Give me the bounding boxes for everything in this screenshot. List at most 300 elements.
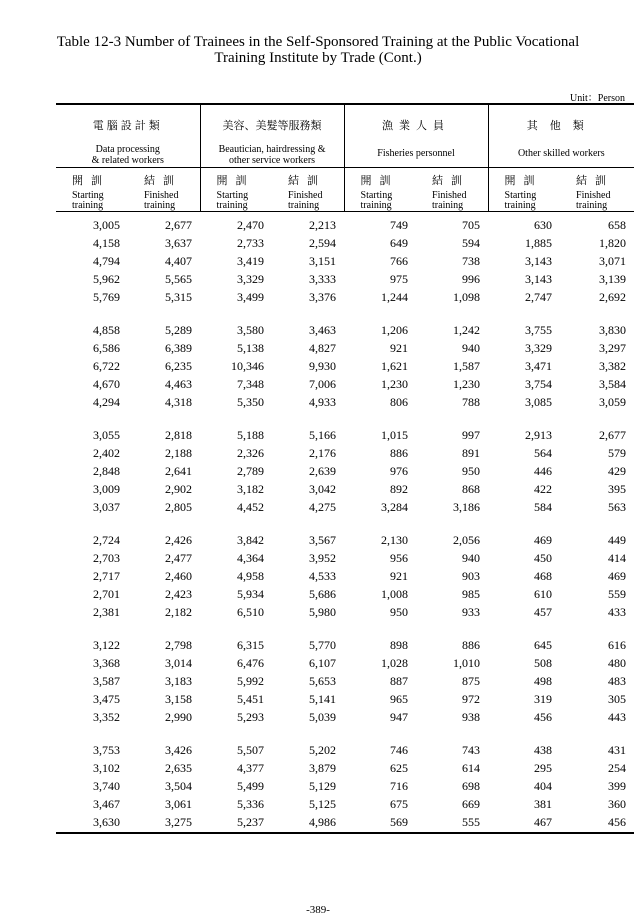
table-row: [56, 672, 634, 690]
table-cell: 3,471: [525, 359, 553, 373]
table-cell: 2,056: [453, 533, 481, 547]
table-title-line-1: Table 12-3 Number of Trainees in the Self-Sponsored Training at the Public Vocational: [56, 34, 580, 50]
table-cell: 705: [462, 218, 481, 232]
table-cell: 2,213: [309, 218, 337, 232]
table-cell: 2,913: [525, 428, 553, 442]
table-cell: 3,352: [93, 710, 120, 724]
table-cell: 1,010: [453, 656, 481, 670]
table-cell: 940: [462, 341, 481, 355]
table-cell: 3,755: [525, 323, 553, 337]
table-cell: 469: [534, 533, 553, 547]
table-cell: 950: [462, 464, 481, 478]
group-header-fisheries: [344, 104, 488, 168]
starting-en-label-2: training: [72, 200, 104, 211]
finished-zh-label: 結訓: [432, 175, 471, 187]
table-cell: 5,336: [237, 797, 265, 811]
table-cell: 616: [608, 638, 627, 652]
table-cell: 921: [390, 341, 409, 355]
table-cell: 2,747: [525, 290, 553, 304]
finished-en-label-2: training: [576, 200, 608, 211]
table-row: [56, 498, 634, 516]
starting-en-label: Starting: [504, 190, 537, 201]
table-cell: 3,879: [309, 761, 337, 775]
table-cell: 3,183: [165, 674, 193, 688]
table-cell: 456: [560, 813, 634, 833]
table-cell: 2,789: [237, 464, 265, 478]
group-zh-label: 其他類: [526, 120, 596, 132]
table-cell: 1,621: [381, 359, 409, 373]
table-cell: 422: [534, 482, 553, 496]
table-row: [56, 480, 634, 498]
table-cell: 6,510: [237, 605, 265, 619]
table-cell: 2,805: [165, 500, 193, 514]
table-row: [56, 690, 634, 708]
table-cell: 3,297: [599, 341, 627, 355]
table-cell: 3,830: [599, 323, 627, 337]
finished-training-header: [128, 168, 200, 212]
table-cell: 5,770: [309, 638, 337, 652]
table-cell: 414: [608, 551, 627, 565]
table-row: [56, 339, 634, 357]
starting-en-label-2: training: [360, 200, 392, 211]
table-cell: 4,794: [93, 254, 120, 268]
table-cell: 2,423: [165, 587, 193, 601]
table-cell: 480: [608, 656, 627, 670]
table-cell: 933: [462, 605, 481, 619]
group-zh-label: 漁業人員: [382, 120, 451, 132]
table-cell: 3,275: [128, 813, 200, 833]
table-cell: 3,085: [525, 395, 553, 409]
trainees-table: [56, 103, 634, 834]
table-cell: 3,740: [93, 779, 120, 793]
table-cell: 3,182: [237, 482, 265, 496]
table-cell: 4,318: [165, 395, 193, 409]
table-cell: 903: [462, 569, 481, 583]
table-cell: 3,504: [165, 779, 193, 793]
table-cell: 3,426: [165, 743, 193, 757]
table-cell: 766: [390, 254, 409, 268]
table-cell: 975: [390, 272, 409, 286]
table-cell: 468: [534, 569, 553, 583]
starting-zh-label: 開訓: [72, 175, 110, 187]
table-cell: 645: [534, 638, 553, 652]
table-cell: 563: [608, 500, 627, 514]
table-cell: 886: [462, 638, 481, 652]
table-cell: 569: [344, 813, 416, 833]
table-row: [56, 777, 634, 795]
table-cell: 450: [534, 551, 553, 565]
group-zh-label: 美容、美髮等服務類: [222, 120, 322, 132]
table-cell: 3,329: [237, 272, 265, 286]
table-cell: 2,639: [309, 464, 337, 478]
starting-en-label-2: training: [216, 200, 248, 211]
finished-en-label-2: training: [432, 200, 464, 211]
table-row: [56, 288, 634, 306]
table-cell: 6,315: [237, 638, 265, 652]
table-cell: 675: [390, 797, 409, 811]
finished-en-label: Finished: [288, 190, 323, 201]
table-cell: 498: [534, 674, 553, 688]
table-cell: 456: [534, 710, 553, 724]
table-cell: 2,848: [93, 464, 120, 478]
table-cell: 559: [608, 587, 627, 601]
table-cell: 6,722: [93, 359, 120, 373]
table-row: [56, 654, 634, 672]
table-cell: 2,326: [237, 446, 265, 460]
table-cell: 3,158: [165, 692, 193, 706]
table-cell: 5,980: [309, 605, 337, 619]
table-cell: 5,237: [200, 813, 272, 833]
table-cell: 3,368: [93, 656, 120, 670]
table-cell: 947: [390, 710, 409, 724]
table-cell: 5,315: [165, 290, 193, 304]
table-cell: 2,703: [93, 551, 120, 565]
table-cell: 3,376: [309, 290, 337, 304]
table-row: [56, 813, 634, 833]
table-row: [56, 795, 634, 813]
table-cell: 2,677: [165, 218, 193, 232]
table-cell: 3,284: [381, 500, 409, 514]
table-cell: 564: [534, 446, 553, 460]
table-row: [56, 462, 634, 480]
table-cell: 887: [390, 674, 409, 688]
table-cell: 950: [390, 605, 409, 619]
table-cell: 938: [462, 710, 481, 724]
table-cell: 2,733: [237, 236, 265, 250]
starting-training-header: [488, 168, 560, 212]
table-cell: 2,594: [309, 236, 337, 250]
table-row: [56, 375, 634, 393]
table-cell: 1,242: [453, 323, 481, 337]
table-cell: 3,754: [525, 377, 553, 391]
table-cell: 3,475: [93, 692, 120, 706]
table-cell: 788: [462, 395, 481, 409]
unit-label: Unit：Person: [570, 93, 625, 104]
table-cell: 9,930: [309, 359, 337, 373]
table-cell: 738: [462, 254, 481, 268]
table-cell: 2,717: [93, 569, 120, 583]
table-cell: 1,820: [599, 236, 627, 250]
table-cell: 3,584: [599, 377, 627, 391]
table-cell: 868: [462, 482, 481, 496]
table-cell: 3,139: [599, 272, 627, 286]
table-cell: 5,565: [165, 272, 193, 286]
starting-training-header: [56, 168, 128, 212]
table-cell: 2,176: [309, 446, 337, 460]
table-cell: 2,381: [93, 605, 120, 619]
table-cell: 2,724: [93, 533, 120, 547]
table-cell: 2,130: [381, 533, 409, 547]
table-cell: 898: [390, 638, 409, 652]
table-cell: 2,701: [93, 587, 120, 601]
table-cell: 5,451: [237, 692, 265, 706]
table-cell: 457: [534, 605, 553, 619]
table-cell: 4,275: [309, 500, 337, 514]
table-row: [56, 411, 634, 444]
page-number: -389-: [306, 904, 330, 916]
starting-training-header: [344, 168, 416, 212]
table-cell: 965: [390, 692, 409, 706]
finished-zh-label: 結訓: [144, 175, 182, 187]
table-cell: 5,507: [237, 743, 265, 757]
table-cell: 3,329: [525, 341, 553, 355]
group-en-label: Other skilled workers: [517, 148, 605, 159]
table-cell: 446: [534, 464, 553, 478]
table-cell: 976: [390, 464, 409, 478]
starting-zh-label: 開訓: [504, 175, 543, 187]
table-cell: 5,202: [309, 743, 337, 757]
table-cell: 438: [534, 743, 553, 757]
table-cell: 4,933: [309, 395, 337, 409]
table-cell: 2,692: [599, 290, 627, 304]
table-cell: 3,055: [93, 428, 120, 442]
group-header-data-processing: [56, 104, 200, 168]
table-cell: 649: [390, 236, 409, 250]
table-row: [56, 726, 634, 759]
table-cell: 985: [462, 587, 481, 601]
table-cell: 698: [462, 779, 481, 793]
table-cell: 4,670: [93, 377, 120, 391]
finished-en-label: Finished: [576, 190, 611, 201]
table-cell: 6,476: [237, 656, 265, 670]
table-cell: 3,102: [93, 761, 120, 775]
table-cell: 3,587: [93, 674, 120, 688]
table-cell: 4,407: [165, 254, 193, 268]
table-cell: 594: [462, 236, 481, 250]
table-cell: 433: [608, 605, 627, 619]
table-cell: 2,641: [165, 464, 193, 478]
table-cell: 7,006: [309, 377, 337, 391]
table-cell: 630: [534, 218, 553, 232]
table-cell: 625: [390, 761, 409, 775]
table-cell: 669: [462, 797, 481, 811]
table-cell: 3,630: [56, 813, 128, 833]
table-cell: 3,037: [93, 500, 120, 514]
table-cell: 1,230: [453, 377, 481, 391]
table-cell: 658: [608, 218, 627, 232]
table-cell: 5,141: [309, 692, 337, 706]
table-cell: 3,499: [237, 290, 265, 304]
table-cell: 3,059: [599, 395, 627, 409]
group-header-other: [488, 104, 634, 168]
table-cell: 4,858: [93, 323, 120, 337]
table-cell: 3,014: [165, 656, 193, 670]
table-cell: 2,188: [165, 446, 193, 460]
group-en-label-2: & related workers: [91, 155, 164, 166]
table-row: [56, 306, 634, 339]
table-cell: 4,452: [237, 500, 265, 514]
table-cell: 614: [462, 761, 481, 775]
finished-en-label-2: training: [144, 200, 176, 211]
table-cell: 2,402: [93, 446, 120, 460]
table-cell: 997: [462, 428, 481, 442]
table-cell: 4,364: [237, 551, 265, 565]
table-cell: 5,653: [309, 674, 337, 688]
table-cell: 5,039: [309, 710, 337, 724]
table-row: [56, 708, 634, 726]
table-cell: 10,346: [231, 359, 265, 373]
table-cell: 5,188: [237, 428, 265, 442]
table-cell: 5,962: [93, 272, 120, 286]
table-cell: 305: [608, 692, 627, 706]
table-cell: 3,463: [309, 323, 337, 337]
table-row: [56, 444, 634, 462]
table-cell: 555: [416, 813, 488, 833]
table-cell: 2,902: [165, 482, 193, 496]
table-cell: 3,122: [93, 638, 120, 652]
table-cell: 467: [488, 813, 560, 833]
table-cell: 2,635: [165, 761, 193, 775]
table-cell: 5,289: [165, 323, 193, 337]
table-cell: 3,952: [309, 551, 337, 565]
table-cell: 319: [534, 692, 553, 706]
table-cell: 956: [390, 551, 409, 565]
group-zh-label: 電腦設計類: [92, 120, 163, 132]
group-en-label: Fisheries personnel: [377, 148, 455, 159]
table-cell: 404: [534, 779, 553, 793]
table-cell: 5,686: [309, 587, 337, 601]
finished-training-header: [416, 168, 488, 212]
table-cell: 4,986: [272, 813, 344, 833]
group-en-label: Data processing: [95, 144, 160, 155]
table-cell: 1,015: [381, 428, 409, 442]
table-cell: 610: [534, 587, 553, 601]
table-cell: 399: [608, 779, 627, 793]
table-cell: 3,061: [165, 797, 193, 811]
table-cell: 6,107: [309, 656, 337, 670]
finished-en-label: Finished: [432, 190, 467, 201]
table-cell: 469: [608, 569, 627, 583]
table-cell: 921: [390, 569, 409, 583]
table-cell: 5,166: [309, 428, 337, 442]
table-row: [56, 759, 634, 777]
table-cell: 4,533: [309, 569, 337, 583]
table-cell: 4,377: [237, 761, 265, 775]
table-cell: 6,235: [165, 359, 193, 373]
table-cell: 6,586: [93, 341, 120, 355]
finished-training-header: [272, 168, 344, 212]
table-row: [56, 357, 634, 375]
table-cell: 940: [462, 551, 481, 565]
table-row: [56, 549, 634, 567]
table-cell: 4,463: [165, 377, 193, 391]
table-cell: 996: [462, 272, 481, 286]
table-cell: 743: [462, 743, 481, 757]
table-cell: 6,389: [165, 341, 193, 355]
table-cell: 875: [462, 674, 481, 688]
table-cell: 3,042: [309, 482, 337, 496]
finished-training-header: [560, 168, 634, 212]
table-cell: 972: [462, 692, 481, 706]
table-cell: 449: [608, 533, 627, 547]
table-cell: 2,818: [165, 428, 193, 442]
starting-en-label-2: training: [504, 200, 536, 211]
table-cell: 892: [390, 482, 409, 496]
table-cell: 381: [534, 797, 553, 811]
table-row: [56, 621, 634, 654]
table-cell: 5,499: [237, 779, 265, 793]
table-cell: 1,230: [381, 377, 409, 391]
table-cell: 360: [608, 797, 627, 811]
table-cell: 429: [608, 464, 627, 478]
table-cell: 1,244: [381, 290, 409, 304]
table-cell: 806: [390, 395, 409, 409]
table-cell: 1,587: [453, 359, 481, 373]
table-cell: 7,348: [237, 377, 265, 391]
group-header-row: [56, 104, 634, 168]
table-cell: 5,934: [237, 587, 265, 601]
table-cell: 3,580: [237, 323, 265, 337]
table-cell: 483: [608, 674, 627, 688]
table-row: [56, 516, 634, 549]
table-cell: 4,958: [237, 569, 265, 583]
table-cell: 1,028: [381, 656, 409, 670]
table-cell: 3,151: [309, 254, 337, 268]
group-en-label: Beautician, hairdressing &: [218, 144, 326, 155]
table-cell: 3,186: [453, 500, 481, 514]
finished-zh-label: 結訓: [288, 175, 327, 187]
starting-zh-label: 開訓: [216, 175, 255, 187]
table-cell: 749: [390, 218, 409, 232]
table-cell: 2,990: [165, 710, 193, 724]
table-cell: 4,158: [93, 236, 120, 250]
table-cell: 3,567: [309, 533, 337, 547]
table-cell: 886: [390, 446, 409, 460]
table-cell: 579: [608, 446, 627, 460]
table-cell: 2,798: [165, 638, 193, 652]
table-cell: 508: [534, 656, 553, 670]
table-cell: 5,769: [93, 290, 120, 304]
table-row: [56, 603, 634, 621]
table-body: [56, 212, 634, 834]
table-cell: 2,426: [165, 533, 193, 547]
table-cell: 254: [608, 761, 627, 775]
table-cell: 5,129: [309, 779, 337, 793]
table-cell: 3,005: [93, 218, 120, 232]
table-cell: 395: [608, 482, 627, 496]
table-cell: 5,293: [237, 710, 265, 724]
table-cell: 2,677: [599, 428, 627, 442]
group-header-beautician: [200, 104, 344, 168]
table-cell: 295: [534, 761, 553, 775]
starting-en-label: Starting: [72, 190, 104, 201]
table-row: [56, 393, 634, 411]
table-cell: 584: [534, 500, 553, 514]
table-cell: 5,992: [237, 674, 265, 688]
table-cell: 1,098: [453, 290, 481, 304]
table-cell: 3,333: [309, 272, 337, 286]
table-cell: 891: [462, 446, 481, 460]
table-row: [56, 270, 634, 288]
table-cell: 2,470: [237, 218, 265, 232]
finished-en-label: Finished: [144, 190, 179, 201]
table-cell: 431: [608, 743, 627, 757]
table-cell: 443: [608, 710, 627, 724]
table-cell: 3,143: [525, 272, 553, 286]
table-cell: 5,125: [309, 797, 337, 811]
subheader-row: [56, 168, 634, 212]
table-cell: 5,138: [237, 341, 265, 355]
starting-en-label: Starting: [360, 190, 393, 201]
table-cell: 4,294: [93, 395, 120, 409]
table-cell: 3,419: [237, 254, 265, 268]
table-cell: 1,008: [381, 587, 409, 601]
table-row: [56, 585, 634, 603]
starting-en-label: Starting: [216, 190, 249, 201]
table-cell: 3,009: [93, 482, 120, 496]
starting-training-header: [200, 168, 272, 212]
table-cell: 746: [390, 743, 409, 757]
